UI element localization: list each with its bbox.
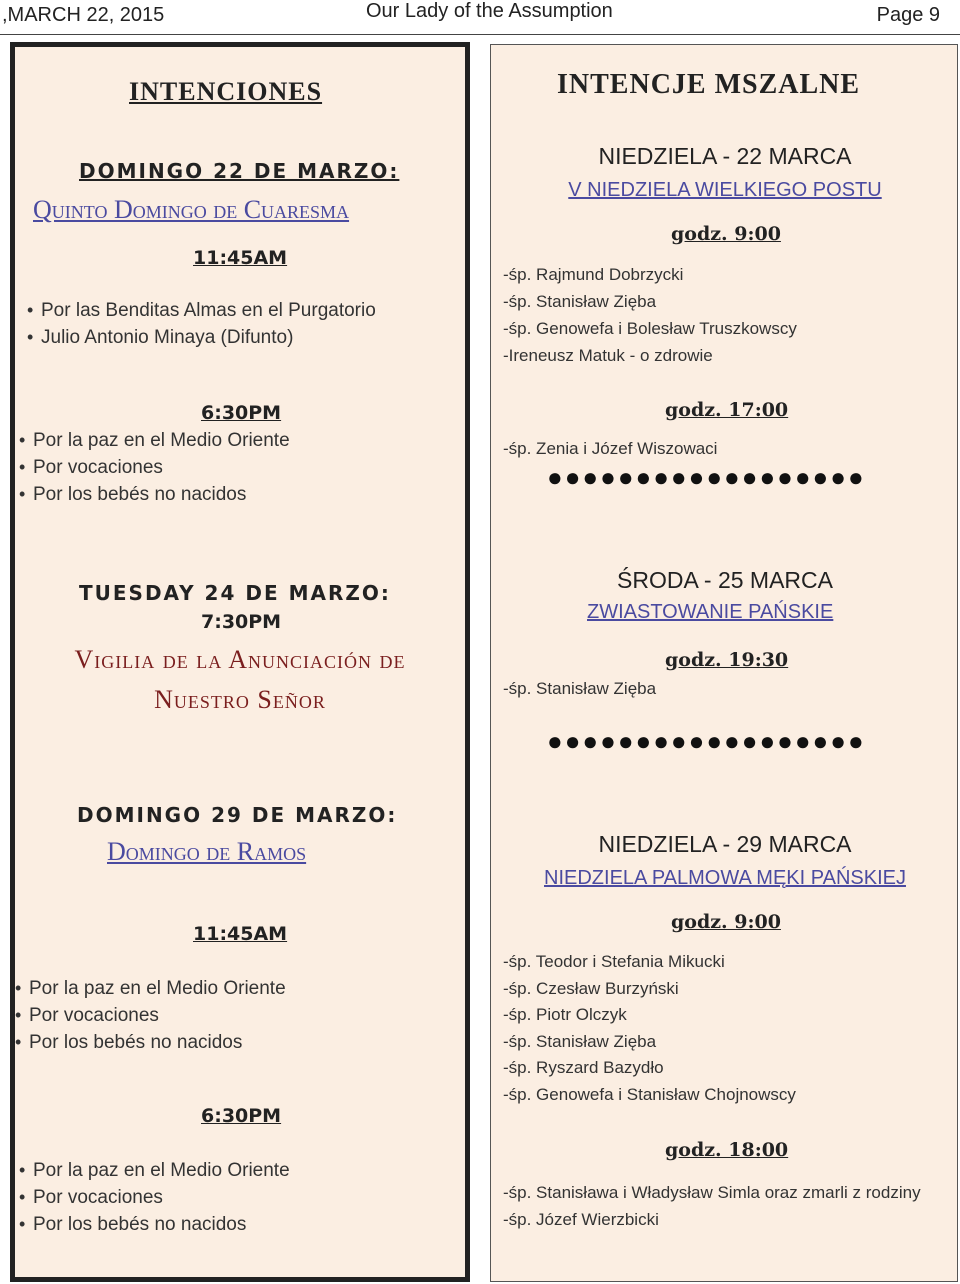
sroda-25-subtitle: ZWIASTOWANIE PAŃSKIE — [587, 601, 834, 623]
niedziela-29-9-list — [503, 949, 796, 1108]
tuesday-24-heading: TUESDAY 24 DE MARZO: — [79, 581, 391, 605]
sunday-22-630-list — [19, 427, 290, 508]
sunday-22-subtitle: Quinto Domingo de Cuaresma — [33, 195, 350, 224]
niedziela-29-subtitle: NIEDZIELA PALMOWA MĘKI PAŃSKIEJ — [544, 867, 906, 889]
dot-separator: ●●●●●●●●●●●●●●●●●● — [547, 462, 866, 492]
list-item: • Por la paz en el Medio Oriente — [15, 975, 286, 1002]
sroda-25-list — [503, 679, 656, 699]
sunday-29-heading: DOMINGO 29 DE MARZO: — [77, 803, 398, 827]
sunday-22-1145-list — [27, 297, 376, 351]
list-item: • Por los bebés no nacidos — [19, 1211, 290, 1238]
header-page-number: Page 9 — [876, 4, 940, 26]
list-item: -śp. Genowefa i Stanisław Chojnowscy — [503, 1084, 796, 1104]
niedziela-22-heading: NIEDZIELA - 22 MARCA — [598, 143, 852, 169]
list-item: -śp. Zenia i Józef Wiszowaci — [503, 439, 718, 458]
list-item: • Por vocaciones — [15, 1002, 286, 1029]
sunday-29-time-630: 6:30PM — [201, 1105, 282, 1127]
niedziela-22-godz-17: godz. 17:00 — [665, 399, 789, 421]
list-item: -śp. Genowefa i Bolesław Truszkowscy — [503, 319, 797, 338]
header-parish: Our Lady of the Assumption — [366, 0, 613, 22]
list-item: -śp. Ryszard Bazydło — [503, 1058, 664, 1077]
sunday-22-time-1145: 11:45AM — [193, 247, 288, 269]
sroda-25-heading: ŚRODA - 25 MARCA — [617, 567, 833, 593]
sroda-25-godz-1930: godz. 19:30 — [665, 649, 789, 671]
list-item: • Por los bebés no nacidos — [19, 481, 290, 508]
list-item: -śp. Czesław Burzyński — [503, 978, 679, 998]
sunday-29-630-list — [19, 1157, 290, 1238]
sunday-29-time-1145: 11:45AM — [193, 923, 288, 945]
niedziela-22-godz-9: godz. 9:00 — [671, 223, 781, 245]
niedziela-22-9-list — [503, 261, 797, 369]
list-item: • Por la paz en el Medio Oriente — [19, 427, 290, 454]
spanish-panel-title: INTENCIONES — [129, 77, 323, 106]
list-item: -śp. Józef Wierzbicki — [503, 1210, 659, 1229]
niedziela-29-godz-9: godz. 9:00 — [671, 911, 781, 933]
sunday-22-time-630: 6:30PM — [201, 402, 282, 424]
niedziela-22-17-list — [503, 439, 717, 459]
list-item: • Por los bebés no nacidos — [15, 1029, 286, 1056]
header-date: ,MARCH 22, 2015 — [2, 4, 165, 26]
polish-panel-title: INTENCJE MSZALNE — [557, 69, 861, 100]
header-divider — [0, 34, 960, 35]
list-item: -śp. Stanisław Zięba — [503, 1031, 657, 1051]
niedziela-29-18-list — [503, 1179, 921, 1233]
page-header — [0, 0, 960, 36]
list-item: • Por la paz en el Medio Oriente — [19, 1157, 290, 1184]
list-item: -Ireneusz Matuk - o zdrowie — [503, 346, 713, 365]
vigil-title-line-2: Nuestro Señor — [154, 685, 326, 714]
vigil-title-line-1: Vigilia de la Anunciación de — [74, 645, 406, 674]
list-item: • Por vocaciones — [19, 454, 290, 481]
niedziela-29-godz-18: godz. 18:00 — [665, 1139, 789, 1161]
niedziela-29-heading: NIEDZIELA - 29 MARCA — [598, 831, 852, 857]
list-item: -śp. Stanisław Zięba — [503, 679, 657, 698]
tuesday-24-time: 7:30PM — [201, 611, 282, 633]
list-item: • Por vocaciones — [19, 1184, 290, 1211]
list-item: -śp. Teodor i Stefania Mikucki — [503, 952, 725, 971]
sunday-29-1145-list — [15, 975, 286, 1056]
list-item: • Por las Benditas Almas en el Purgatorio — [27, 297, 376, 324]
spanish-intentions-panel — [10, 42, 470, 1282]
list-item: • Julio Antonio Minaya (Difunto) — [27, 324, 376, 351]
sunday-22-heading: DOMINGO 22 DE MARZO: — [79, 159, 400, 183]
list-item: -śp. Piotr Olczyk — [503, 1005, 627, 1024]
niedziela-22-subtitle: V NIEDZIELA WIELKIEGO POSTU — [568, 179, 882, 201]
list-item: -śp. Stanisław Zięba — [503, 292, 657, 311]
list-item: -śp. Stanisława i Władysław Simla oraz zmarli z rodziny — [503, 1183, 921, 1202]
dot-separator: ●●●●●●●●●●●●●●●●●● — [547, 726, 866, 756]
list-item: -śp. Rajmund Dobrzycki — [503, 265, 684, 284]
sunday-29-subtitle: Domingo de Ramos — [107, 837, 307, 866]
polish-intentions-panel — [490, 44, 958, 1282]
